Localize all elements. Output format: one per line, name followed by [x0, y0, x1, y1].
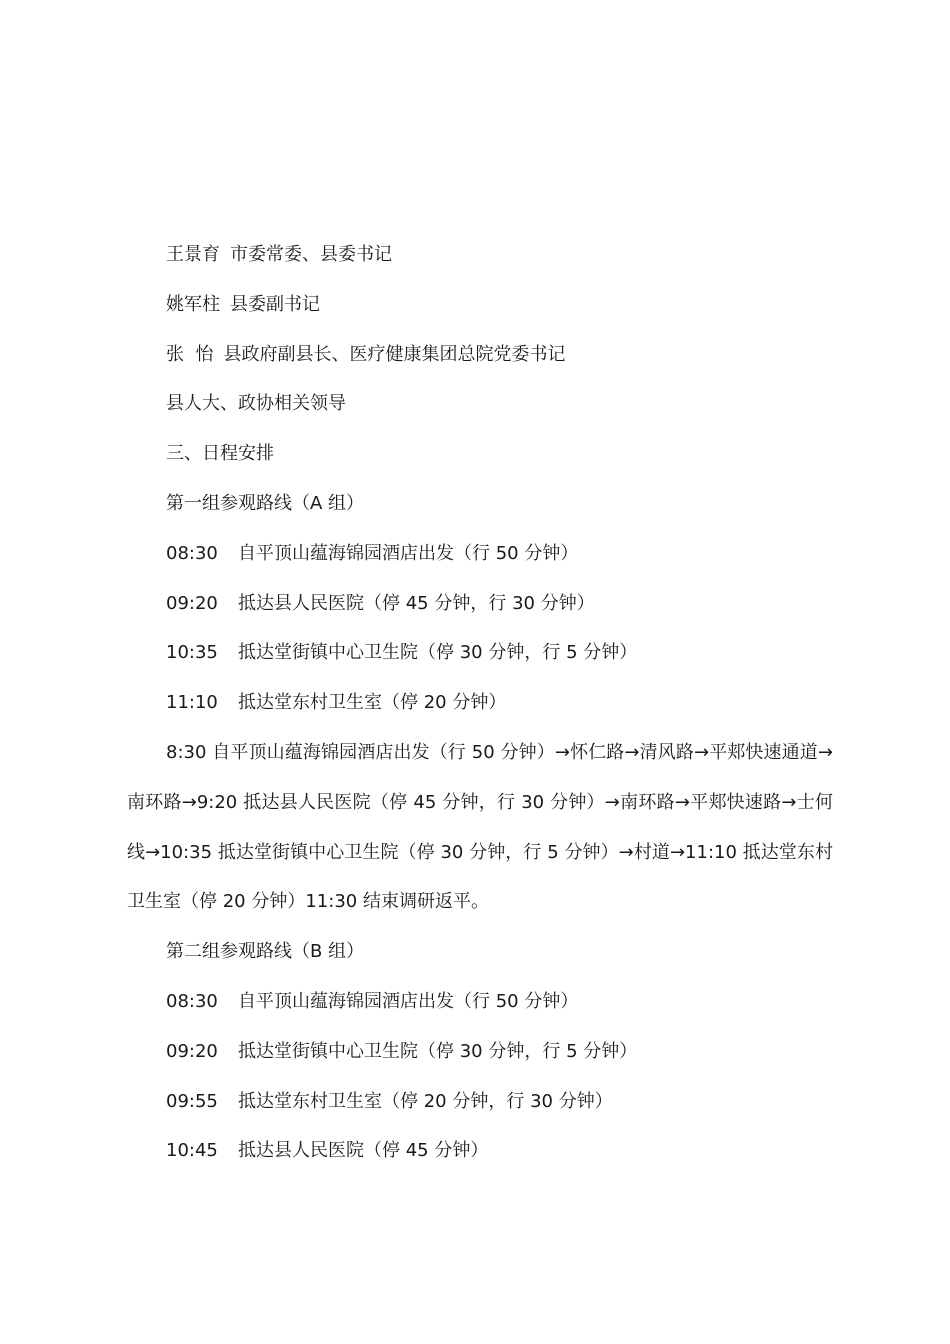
schedule-time: 10:45 — [166, 1140, 218, 1162]
schedule-time: 08:30 — [166, 990, 218, 1012]
schedule-text: 自平顶山蕴海锦园酒店出发（行 50 分钟） — [238, 542, 579, 564]
section-heading: 三、日程安排 — [166, 443, 274, 465]
schedule-item — [127, 977, 833, 1027]
group-b-title: 第二组参观路线（B 组） — [166, 941, 365, 963]
group-a-title: 第一组参观路线（A 组） — [166, 492, 365, 514]
schedule-item — [127, 678, 833, 728]
schedule-item — [127, 1027, 833, 1077]
schedule-text: 抵达堂街镇中心卫生院（停 30 分钟，行 5 分钟） — [238, 1040, 638, 1062]
schedule-time: 10:35 — [166, 642, 218, 664]
schedule-item — [127, 628, 833, 678]
schedule-time: 09:20 — [166, 592, 218, 614]
schedule-text: 抵达堂街镇中心卫生院（停 30 分钟，行 5 分钟） — [238, 642, 638, 664]
schedule-text: 抵达堂东村卫生室（停 20 分钟） — [238, 692, 507, 714]
attendee-line — [127, 330, 833, 380]
attendee-title: 市委常委、县委书记 — [230, 244, 392, 265]
attendee-title: 县委副书记 — [230, 293, 320, 315]
schedule-time: 09:55 — [166, 1090, 218, 1112]
schedule-item — [127, 579, 833, 629]
schedule-item — [127, 1126, 833, 1176]
schedule-text: 抵达堂东村卫生室（停 20 分钟，行 30 分钟） — [238, 1090, 613, 1112]
schedule-text: 抵达县人民医院（停 45 分钟，行 30 分钟） — [238, 592, 595, 614]
attendee-name: 张 怡 — [166, 343, 214, 365]
attendee-name: 姚军柱 — [166, 293, 220, 315]
attendees-extra: 县人大、政协相关领导 — [166, 393, 346, 415]
schedule-item — [127, 529, 833, 579]
attendee-line — [127, 230, 833, 280]
schedule-text: 自平顶山蕴海锦园酒店出发（行 50 分钟） — [238, 990, 579, 1012]
attendee-name: 王景育 — [166, 244, 220, 265]
route-summary: 8:30 自平顶山蕴海锦园酒店出发（行 50 分钟）→怀仁路→清风路→平郏快速通道→南环路→9:20 抵达县人民医院（停 45 分钟，行 30 分钟）→南环路→平郏快速路→士何线→10:35 抵达堂街镇中心卫生院（停 30 分钟，行 5 分钟）→村道→11:10 抵达堂东村卫生室（停 20 分钟）11:30 结束调研返平。 — [127, 741, 833, 913]
schedule-time: 11:10 — [166, 692, 218, 714]
schedule-item — [127, 1077, 833, 1127]
attendee-line — [127, 280, 833, 330]
schedule-time: 08:30 — [166, 542, 218, 564]
attendee-title: 县政府副县长、医疗健康集团总院党委书记 — [223, 343, 566, 365]
schedule-text: 抵达县人民医院（停 45 分钟） — [238, 1140, 489, 1162]
schedule-time: 09:20 — [166, 1040, 218, 1062]
document-body — [127, 230, 833, 1176]
